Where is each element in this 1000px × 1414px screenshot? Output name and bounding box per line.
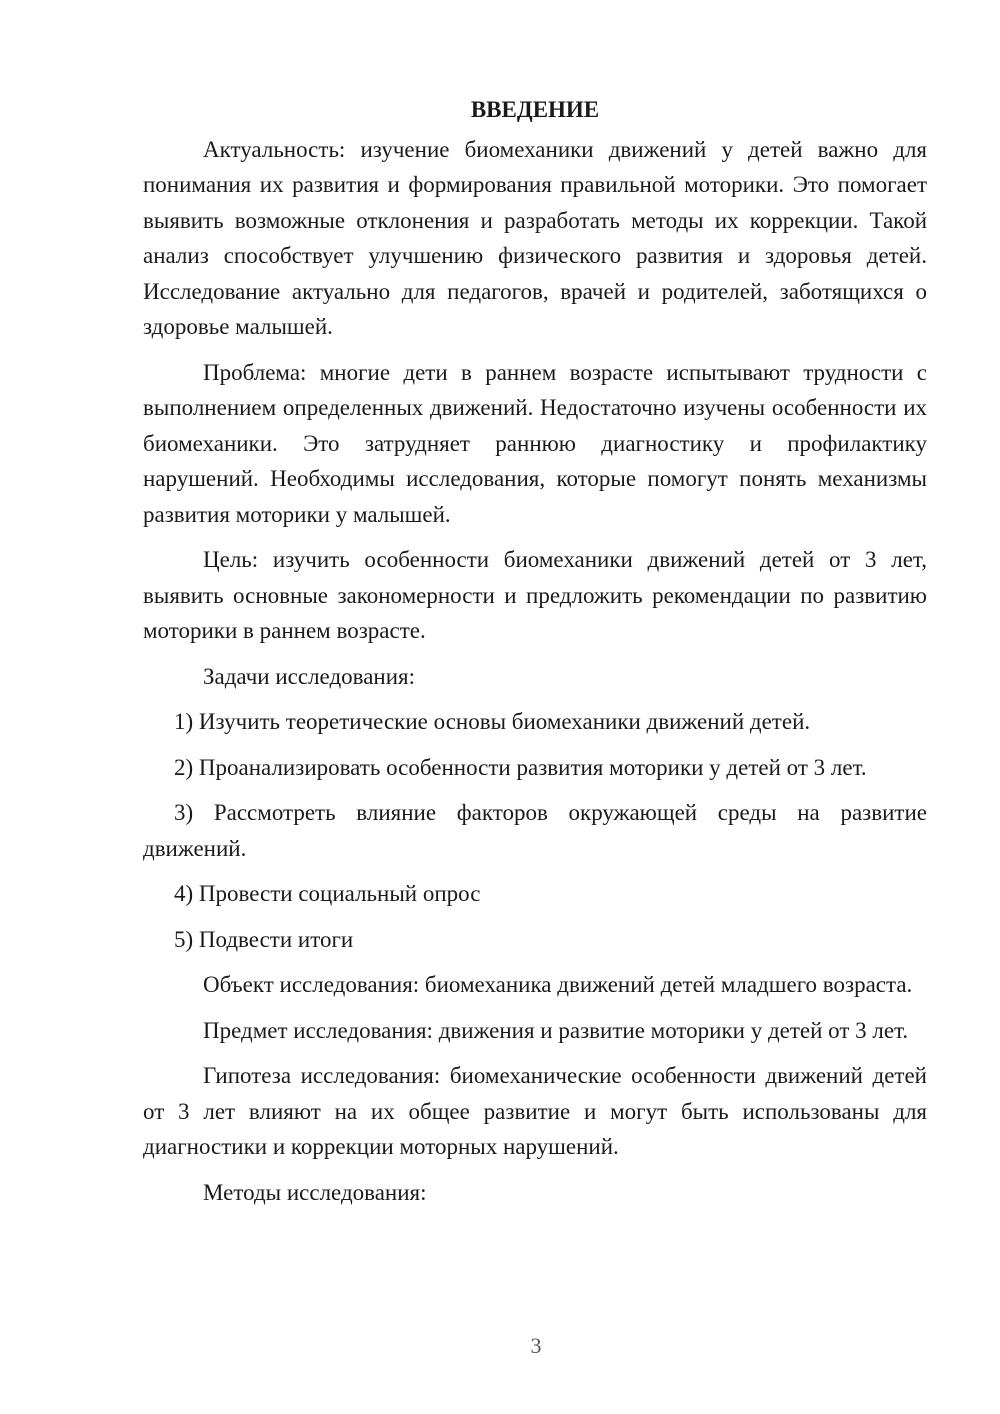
paragraph-subject: Предмет исследования: движения и развитие моторики у детей от 3 лет. (203, 1017, 909, 1043)
task-item-5: 5) Подвести итоги (174, 926, 354, 952)
paragraph-hypothesis: Гипотеза исследования: биомеханические особенности движений детей от 3 лет влияют на их общее развитие и могут быть использованы для диагностики и коррекции моторных нарушений. (143, 1063, 927, 1159)
page-number: 3 (530, 1333, 542, 1358)
paragraph-tasks-heading: Задачи исследования: (203, 663, 416, 689)
paragraph-methods: Методы исследования: (203, 1179, 427, 1205)
paragraph-object: Объект исследования: биомеханика движений детей младшего возраста. (203, 972, 913, 997)
task-item-3: 3) Рассмотреть влияние факторов окружающей среды на развитие движений. (143, 800, 927, 861)
paragraph-relevance: Актуальность: изучение биомеханики движений у детей важно для понимания их развития и формирования правильной моторики. Это помогает выявить возможные отклонения и разработать методы их коррекции. Такой анализ способствует улучшению физического развития и здоровья детей. Исследование актуально для педагогов, врачей и родителей, заботящихся о здоровье малышей. (143, 136, 927, 339)
task-item-4: 4) Провести социальный опрос (174, 881, 481, 906)
page-content (143, 92, 927, 1220)
paragraph-problem: Проблема: многие дети в раннем возрасте испытывают трудности с выполнением определенных движений. Недостаточно изучены особенности их биомеханики. Это затрудняет раннюю диагностику и профилактику нарушений. Необходимы исследования, которые помогут понять механизмы развития моторики у малышей. (143, 359, 927, 527)
paragraph-goal: Цель: изучить особенности биомеханики движений детей от 3 лет, выявить основные закономерности и предложить рекомендации по развитию моторики в раннем возрасте. (143, 547, 927, 643)
task-item-1: 1) Изучить теоретические основы биомеханики движений детей. (174, 709, 811, 734)
task-item-2: 2) Проанализировать особенности развития моторики у детей от 3 лет. (174, 754, 867, 780)
section-title: ВВЕДЕНИЕ (470, 97, 600, 122)
